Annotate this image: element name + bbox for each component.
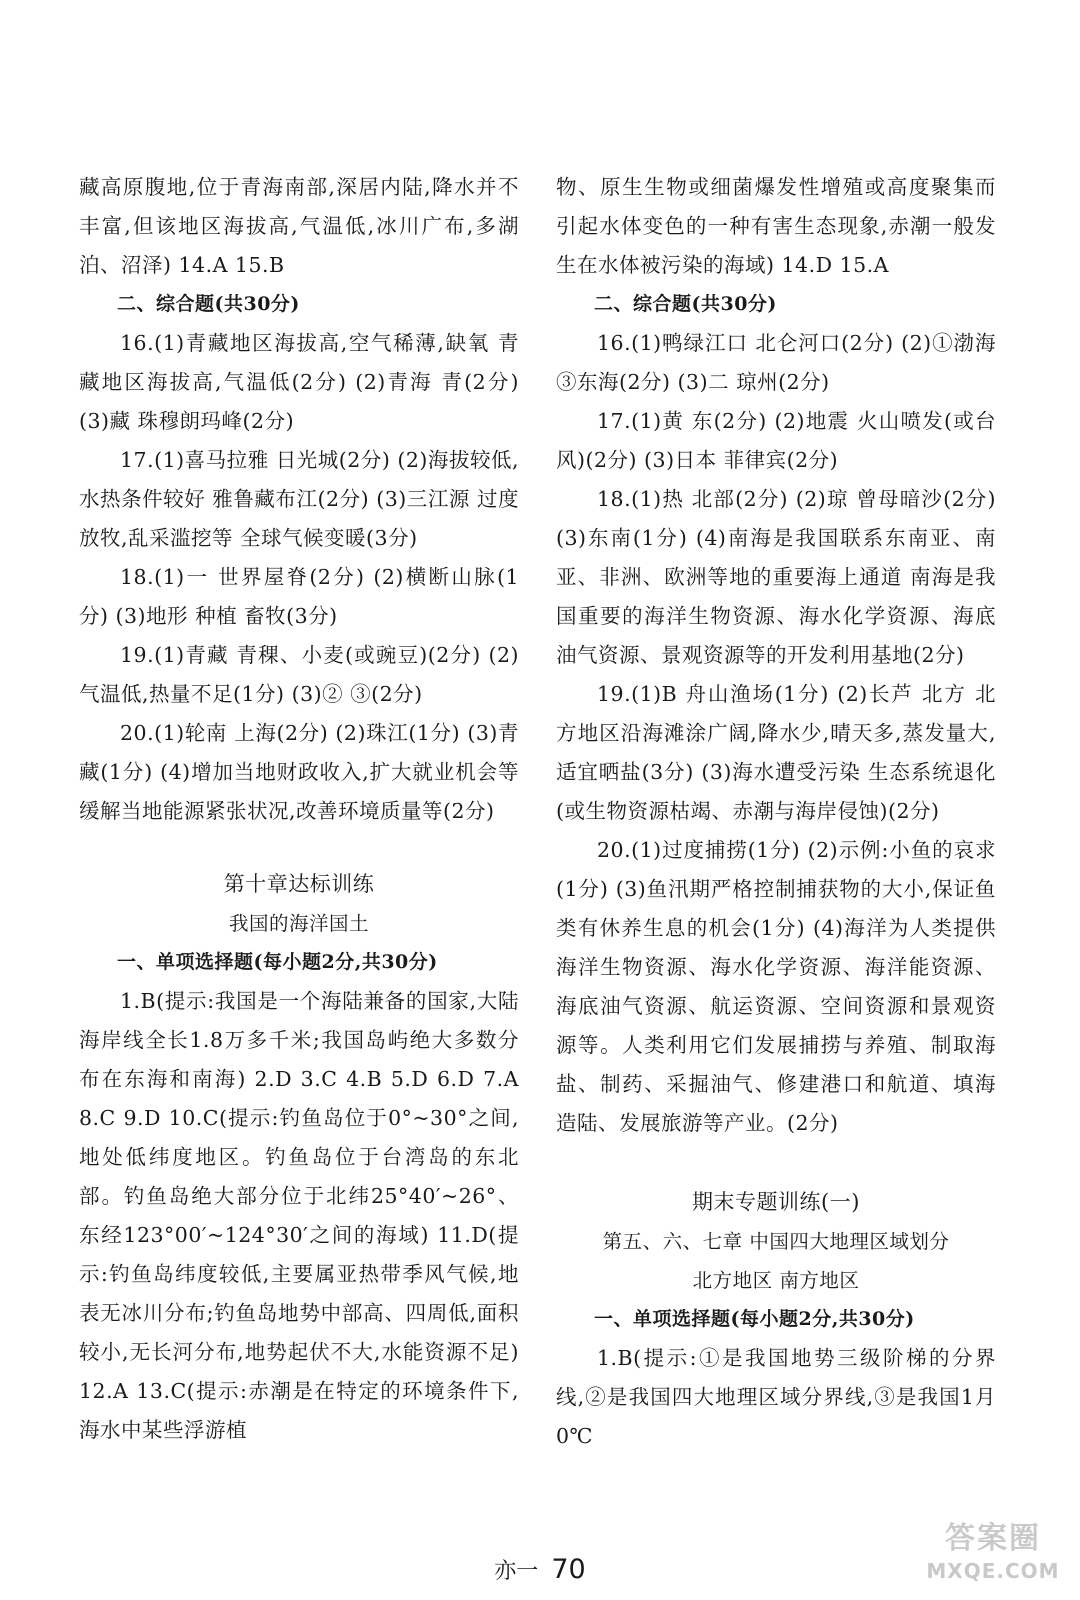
answer-paragraph: 18.(1)一 世界屋脊(2分) (2)横断山脉(1分) (3)地形 种植 畜牧(3分) (79, 565, 519, 628)
answer-paragraph: 18.(1)热 北部(2分) (2)琼 曾母暗沙(2分) (3)东南(1分) (4)南海是我国联系东南亚、南亚、非洲、欧洲等地的重要海上通道 南海是我国重要的海洋生物资源、海水化学资源、海底油气资源、景观资源等的开发利用基地(2分) (556, 487, 996, 667)
answer-paragraph: 20.(1)过度捕捞(1分) (2)示例:小鱼的哀求(1分) (3)鱼汛期严格控制捕获物的大小,保证鱼类有休养生息的机会(1分) (4)海洋为人类提供海洋生物资源、海水化学资源、海洋能资源、海底油气资源、航运资源、空间资源和景观资源等。人类利用它们发展捕捞与养殖、制取海盐、制药、采掘油气、修建港口和航道、填海造陆、发展旅游等产业。(2分) (556, 838, 996, 1135)
text-block: 物、原生生物或细菌爆发性增殖或高度聚集而引起水体变色的一种有害生态现象,赤潮一般发生在水体被污染的海域) 14.D 15.A (556, 175, 996, 277)
section-heading: 二、综合题(共30分) (117, 293, 300, 315)
watermark-logo (918, 1520, 1068, 1592)
chapter-subtitle: 北方地区 南方地区 (692, 1269, 860, 1292)
page-number: 70 (551, 1554, 586, 1585)
text-block: 藏高原腹地,位于青海南部,深居内陆,降水并不丰富,但该地区海拔高,气温低,冰川广布,多湖泊、沼泽) 14.A 15.B (79, 175, 519, 277)
watermark-url: MXQE.COM (926, 1559, 1060, 1583)
watermark-title: 答案圈 (945, 1521, 1041, 1556)
answer-paragraph: 1.B(提示:①是我国地势三级阶梯的分界线,②是我国四大地理区域分界线,③是我国1月0℃ (556, 1346, 996, 1448)
answer-paragraph: 16.(1)青藏地区海拔高,空气稀薄,缺氧 青藏地区海拔高,气温低(2分) (2)青海 青(2分) (3)藏 珠穆朗玛峰(2分) (79, 331, 519, 433)
answer-paragraph: 1.B(提示:我国是一个海陆兼备的国家,大陆海岸线全长1.8万多千米;我国岛屿绝大多数分布在东海和南海) 2.D 3.C 4.B 5.D 6.D 7.A 8.C 9.D 10.C(提示:钓鱼岛位于0°~30°之间,地处低纬度地区。钓鱼岛位于台湾岛的东北部。钓鱼岛绝大部分位于北纬25°40′~26°、东经123°00′~124°30′之间的海域) 11.D(提示:钓鱼岛纬度较低,主要属亚热带季风气候,地表无冰川分布;钓鱼岛地势中部高、四周低,面积较小,无长河分布,地势起伏不大,水能资源不足) 12.A 13.C(提示:赤潮是在特定的环境条件下,海水中某些浮游植 (79, 989, 519, 1442)
answer-paragraph: 19.(1)B 舟山渔场(1分) (2)长芦 北方 北方地区沿海滩涂广阔,降水少,晴天多,蒸发量大,适宜晒盐(3分) (3)海水遭受污染 生态系统退化(或生物资源枯竭、赤潮与海岸侵蚀)(2分) (556, 682, 996, 823)
section-heading: 一、单项选择题(每小题2分,共30分) (594, 1308, 915, 1330)
chapter-title: 期末专题训练(一) (692, 1190, 860, 1214)
left-column (79, 168, 519, 1450)
footer-logo: 亦一 (494, 1559, 539, 1584)
chapter-subtitle: 我国的海洋国土 (228, 912, 369, 935)
section-heading: 一、单项选择题(每小题2分,共30分) (117, 951, 438, 973)
answer-paragraph: 19.(1)青藏 青稞、小麦(或豌豆)(2分) (2)气温低,热量不足(1分) (3)② ③(2分) (79, 643, 519, 706)
right-column (556, 168, 996, 1456)
answer-paragraph: 16.(1)鸭绿江口 北仑河口(2分) (2)①渤海 ③东海(2分) (3)二 琼州(2分) (556, 331, 996, 394)
answer-paragraph: 17.(1)喜马拉雅 日光城(2分) (2)海拔较低,水热条件较好 雅鲁藏布江(2分) (3)三江源 过度放牧,乱采滥挖等 全球气候变暖(3分) (79, 448, 519, 550)
section-heading: 二、综合题(共30分) (594, 293, 777, 315)
chapter-title: 第十章达标训练 (223, 872, 375, 896)
chapter-subtitle: 第五、六、七章 中国四大地理区域划分 (602, 1230, 950, 1253)
answer-paragraph: 20.(1)轮南 上海(2分) (2)珠江(1分) (3)青藏(1分) (4)增加当地财政收入,扩大就业机会等 缓解当地能源紧张状况,改善环境质量等(2分) (79, 721, 519, 823)
answer-paragraph: 17.(1)黄 东(2分) (2)地震 火山喷发(或台风)(2分) (3)日本 菲律宾(2分) (556, 409, 996, 472)
